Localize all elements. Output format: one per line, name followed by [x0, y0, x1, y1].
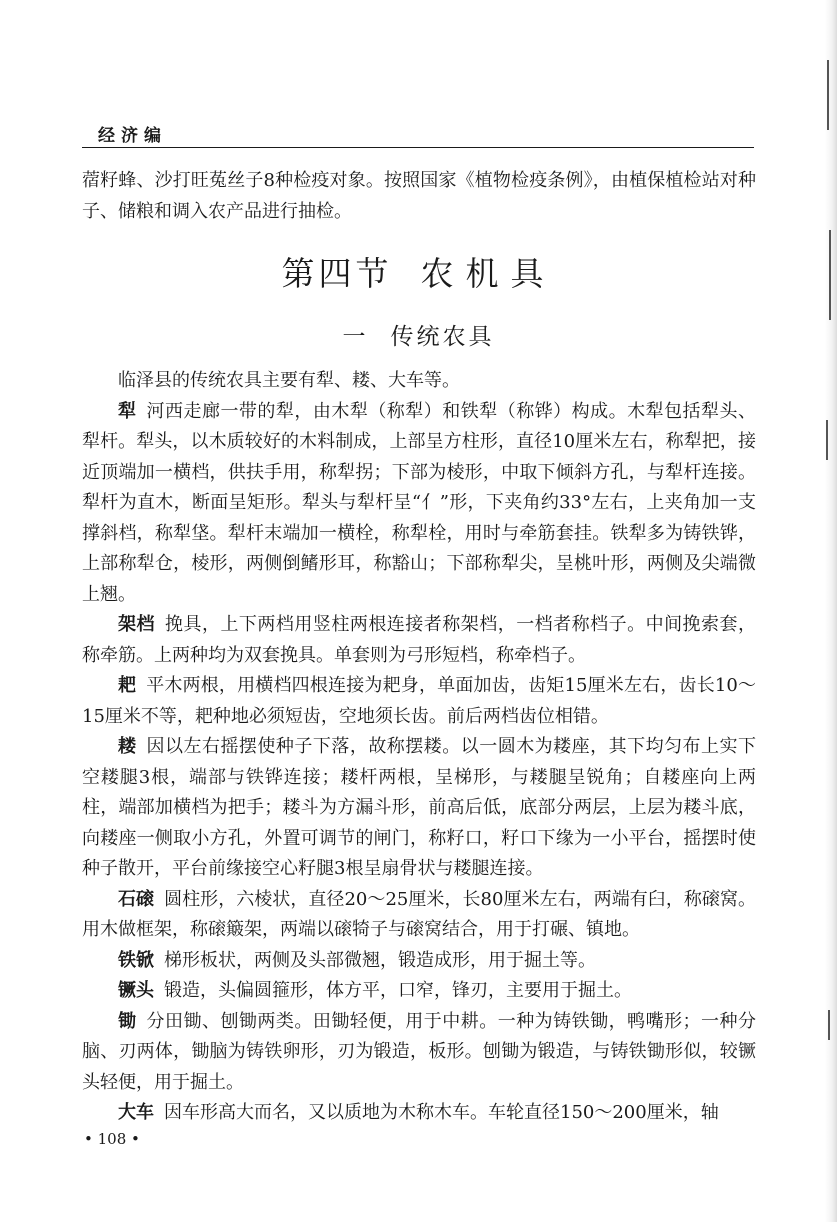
intro-paragraph: 临泽县的传统农具主要有犁、耧、大车等。	[118, 370, 460, 391]
page-number: • 108 •	[84, 1130, 140, 1148]
continued-paragraph	[82, 166, 756, 227]
paragraph-top: 蓿籽蜂、沙打旺菟丝子8种检疫对象。按照国家《植物检疫条例》，由植保植检站对种子、储粮和调入农产品进行抽检。	[82, 170, 756, 222]
entry-term: 石磙	[118, 888, 155, 910]
entry-paragraph	[82, 885, 756, 946]
entry-text: 锻造，头偏圆箍形，体方平，口窄，锋刃，主要用于掘土。	[164, 980, 632, 1001]
entry-text: 分田锄、刨锄两类。田锄轻便，用于中耕。一种为铸铁锄，鸭嘴形；一种分脑、刃两体，锄脑为铸铁卵形，刃为锻造，板形。刨锄为锻造，与铸铁锄形似，较镢头轻便，用于掘土。	[82, 1010, 757, 1093]
subsection-number: 一	[342, 324, 369, 350]
entry-term: 架档	[118, 614, 155, 635]
entry-paragraph	[82, 946, 756, 977]
scan-artifact	[828, 1010, 830, 1040]
scan-artifact	[827, 60, 829, 130]
section-number: 第四节	[281, 254, 393, 293]
entry-text: 因以左右摇摆使种子下落，故称摆耧。以一圆木为耧座，其下均匀布上实下空耧腿3根，端部与铁铧连接；耧杆两根，呈梯形，与耧腿呈锐角；自耧座向上两柱，端部加横档为把手；耧斗为方漏斗形，前高后低，底部分两层，上层为耧斗底，向耧座一侧取小方孔，外置可调节的闸门，称籽口，籽口下缘为一小平台，摇摆时使种子散开，平台前缘接空心籽腿3根呈扇骨状与耧腿连接。	[82, 736, 757, 879]
entry-text: 梯形板状，两侧及头部微翘，锻造成形，用于掘土等。	[164, 949, 596, 971]
entry-term: 铁锨	[118, 949, 154, 971]
entry-paragraph	[82, 976, 756, 1007]
header-rule	[82, 147, 754, 148]
entry-paragraph	[82, 610, 756, 671]
entry-text: 因车形高大而名，又以质地为木称木车。车轮直径150～200厘米，轴	[164, 1102, 719, 1123]
entry-paragraph	[82, 671, 756, 732]
section-title: 农机具	[420, 254, 556, 293]
entry-paragraph	[82, 1098, 756, 1129]
entry-term: 耧	[118, 736, 137, 757]
entry-term: 大车	[118, 1102, 154, 1123]
entry-term: 犁	[118, 400, 137, 422]
entry-term: 锄	[118, 1010, 137, 1032]
entry-paragraph	[82, 732, 756, 885]
entry-paragraph	[82, 397, 756, 611]
entry-paragraph	[82, 1007, 756, 1099]
scan-edge-shadow	[825, 0, 837, 1222]
entry-text: 圆柱形，六棱状，直径20～25厘米，长80厘米左右，两端有臼，称磙窝。用木做框架，称磙簸架，两端以磙犄子与磙窝结合，用于打碾、镇地。	[82, 888, 756, 940]
subsection-heading	[0, 318, 837, 351]
main-text	[82, 366, 756, 1129]
running-head: 经济编	[98, 126, 167, 146]
scan-artifact	[829, 230, 831, 320]
entry-term: 耙	[118, 675, 137, 696]
entry-text: 平木两根，用横档四根连接为耙身，单面加齿，齿矩15厘米左右，齿长10～15厘米不等，耙种地必须短齿，空地须长齿。前后两档齿位相错。	[82, 675, 756, 727]
scan-artifact	[826, 420, 828, 460]
entry-text: 挽具，上下两档用竖柱两根连接者称架档，一档者称档子。中间挽索套，称牵筋。上两种均为双套挽具。单套则为弓形短档，称牵档子。	[82, 614, 757, 666]
entry-term: 镢头	[118, 980, 154, 1001]
subsection-title: 传统农具	[390, 324, 495, 350]
section-heading	[0, 248, 837, 295]
entry-text: 河西走廊一带的犁，由木犁（称犁）和铁犁（称铧）构成。木犁包括犁头、犁杆。犁头，以木质较好的木料制成，上部呈方柱形，直径10厘米左右，称犁把，接近顶端加一横档，供扶手用，称犁拐；下部为棱形，中取下倾斜方孔，与犁杆连接。犁杆为直木，断面呈矩形。犁头与犁杆呈“亻”形，下夹角约33°左右，上夹角加一支撑斜档，称犁垡。犁杆末端加一横栓，称犁栓，用时与牵筋套挂。铁犁多为铸铁铧，上部称犁仓，棱形，两侧倒鳍形耳，称豁山；下部称犁尖，呈桃叶形，两侧及尖端微上翘。	[82, 400, 757, 605]
